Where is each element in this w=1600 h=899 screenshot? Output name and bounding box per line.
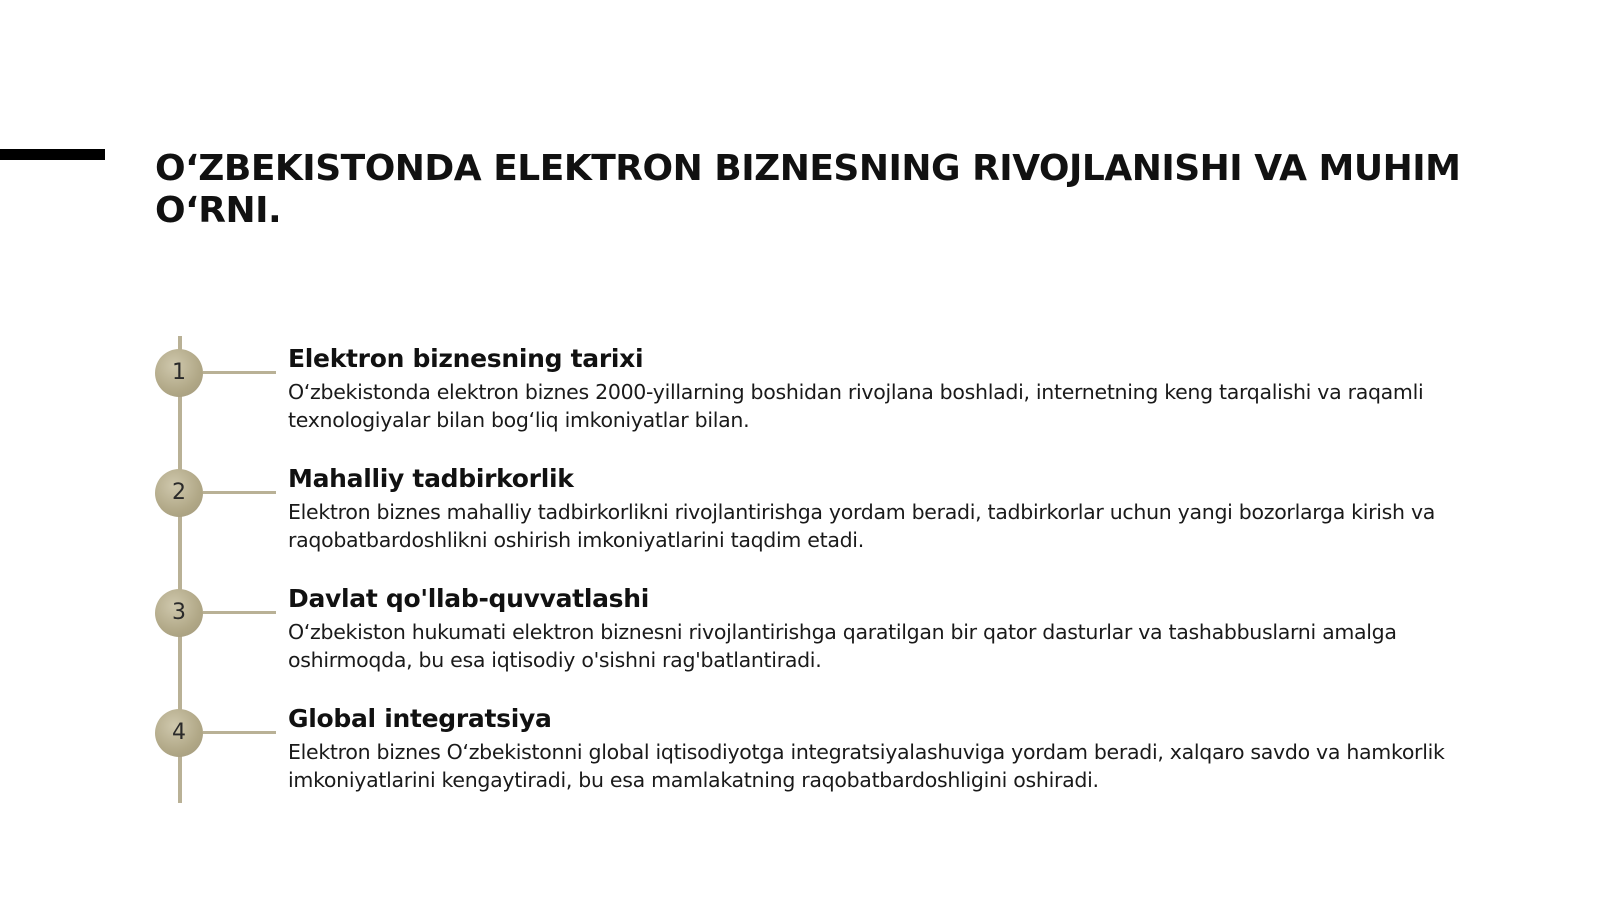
step-number-marker: 2 bbox=[155, 469, 203, 517]
step-heading: Davlat qo'llab-quvvatlashi bbox=[288, 584, 650, 613]
step-number-marker: 3 bbox=[155, 589, 203, 637]
step-connector bbox=[203, 611, 276, 614]
step-heading: Elektron biznesning tarixi bbox=[288, 344, 644, 373]
slide-title: O‘ZBEKISTONDA ELEKTRON BIZNESNING RIVOJLANISHI VA MUHIM O‘RNI. bbox=[155, 148, 1461, 231]
step-description: O‘zbekiston hukumati elektron biznesni rivojlantirishga qaratilgan bir qator dasturlar va tashabbuslarni amalga oshirmoqda, bu esa iqtisodiy o'sishni rag'batlantiradi. bbox=[288, 620, 1397, 672]
step-heading: Mahalliy tadbirkorlik bbox=[288, 464, 574, 493]
step-description: O‘zbekistonda elektron biznes 2000-yillarning boshidan rivojlana boshladi, internetning keng tarqalishi va raqamli texnologiyalar bilan bog‘liq imkoniyatlar bilan. bbox=[288, 380, 1424, 432]
step-heading: Global integratsiya bbox=[288, 704, 552, 733]
step-connector bbox=[203, 731, 276, 734]
step-number-marker: 4 bbox=[155, 709, 203, 757]
step-connector bbox=[203, 371, 276, 374]
step-description: Elektron biznes O‘zbekistonni global iqtisodiyotga integratsiyalashuviga yordam beradi, xalqaro savdo va hamkorlik imkoniyatlarini kengaytiradi, bu esa mamlakatning raqobatbardoshligini oshiradi. bbox=[288, 740, 1445, 792]
title-accent-bar bbox=[0, 149, 105, 160]
step-connector bbox=[203, 491, 276, 494]
step-number-marker: 1 bbox=[155, 349, 203, 397]
step-description: Elektron biznes mahalliy tadbirkorlikni rivojlantirishga yordam beradi, tadbirkorlar uchun yangi bozorlarga kirish va raqobatbardoshlikni oshirish imkoniyatlarini taqdim etadi. bbox=[288, 500, 1436, 552]
